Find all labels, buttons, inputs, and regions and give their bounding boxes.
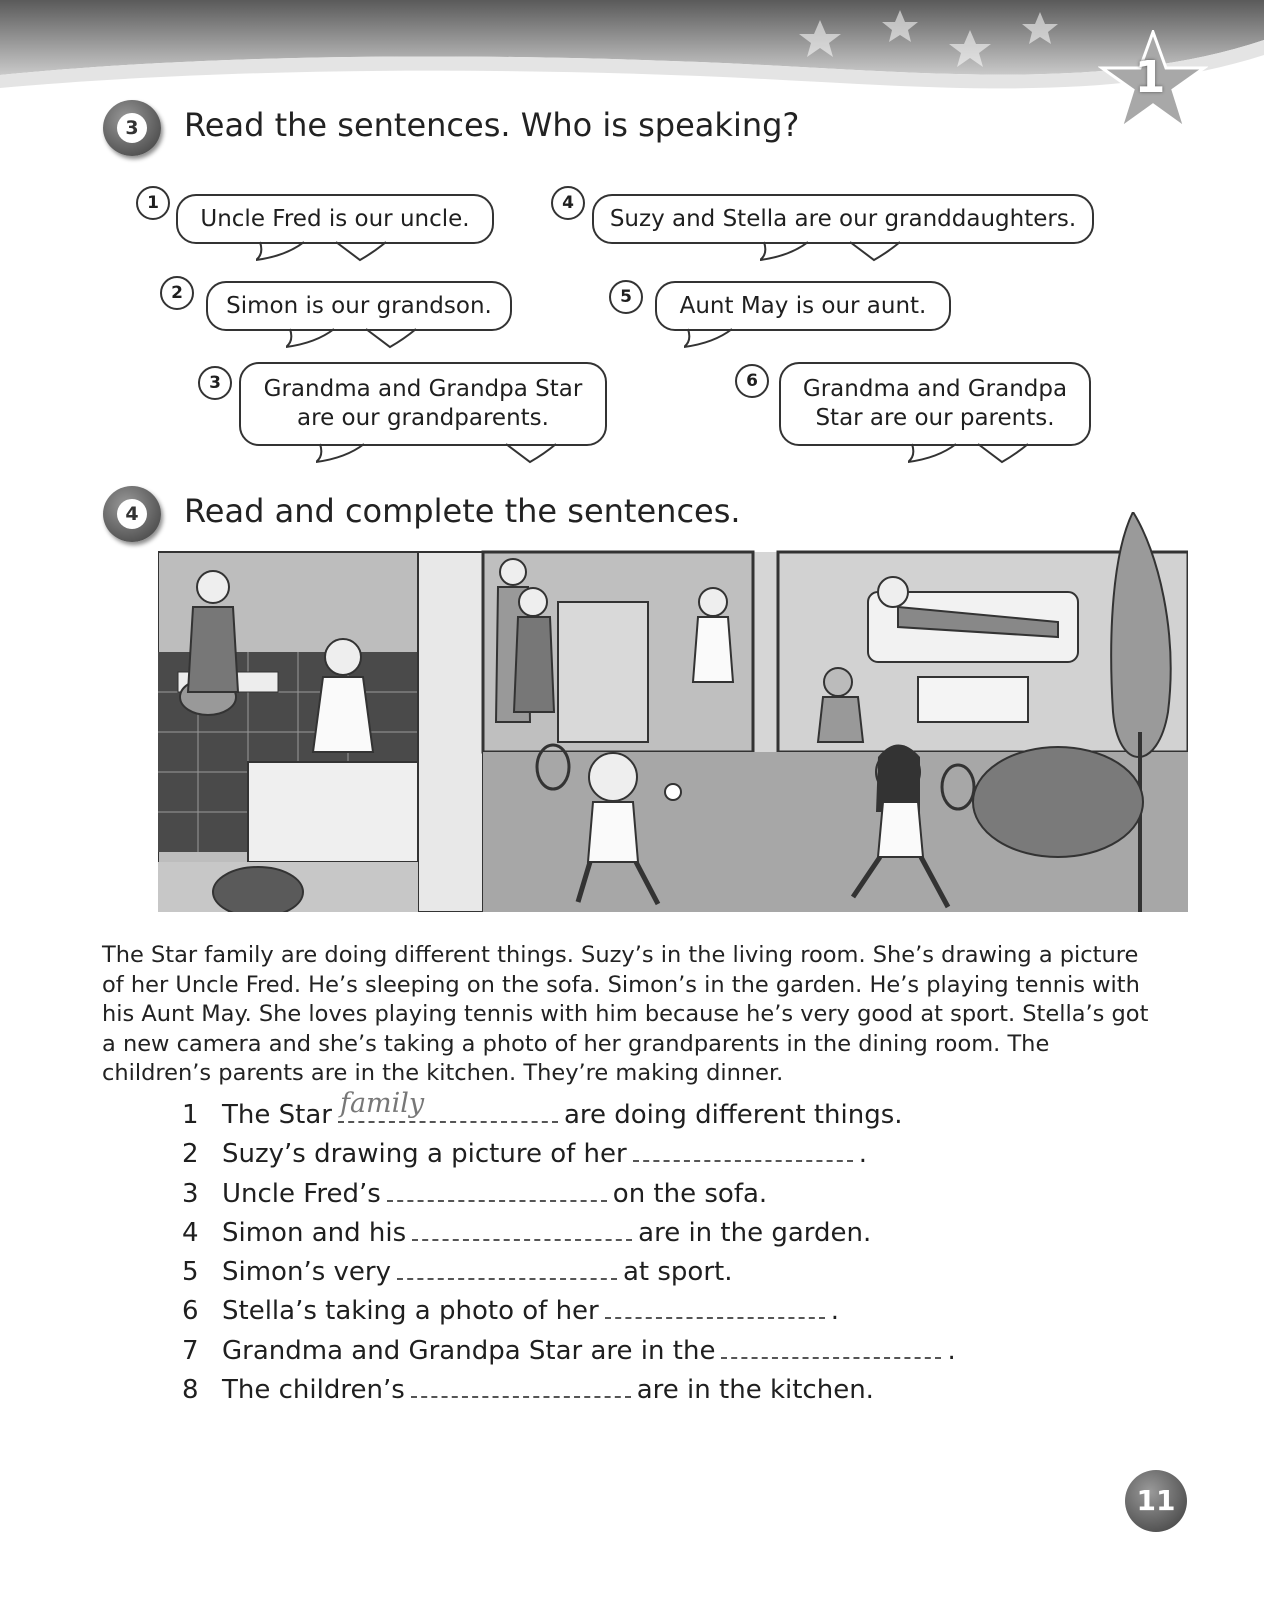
item-text-before: Simon’s very xyxy=(222,1257,391,1288)
speech-bubble-2 xyxy=(206,281,512,331)
bubble-5-number: 5 xyxy=(609,280,643,314)
bubble-6-tail xyxy=(908,442,1038,464)
bubble-6-line-2: Star are our parents. xyxy=(815,405,1055,431)
item-text-after: . xyxy=(830,1296,840,1327)
item-text-after: are doing different things. xyxy=(563,1100,903,1130)
bubble-1-tail xyxy=(256,240,396,262)
bubble-3-line-2: are our grandparents. xyxy=(297,405,549,431)
unit-number: 1 xyxy=(1134,52,1166,103)
bubble-2-text: Simon is our grandson. xyxy=(226,292,492,319)
bubble-2-number: 2 xyxy=(160,276,194,310)
list-item xyxy=(182,1088,1082,1135)
bubble-4-number: 4 xyxy=(551,186,585,220)
bubble-2-tail xyxy=(286,327,426,349)
bubble-6-line-1: Grandma and Grandpa xyxy=(802,376,1068,402)
bubble-4-tail xyxy=(760,240,910,262)
item-text-before: Uncle Fred’s xyxy=(222,1178,381,1209)
item-text-after: are in the garden. xyxy=(638,1217,872,1248)
item-text-before: The Star xyxy=(222,1100,332,1130)
list-item xyxy=(182,1292,1082,1331)
family-scene-illustration xyxy=(158,512,1188,912)
speech-bubble-1 xyxy=(176,194,494,244)
list-item xyxy=(182,1371,1082,1410)
answer-text: family xyxy=(339,1088,425,1119)
item-text-before: Stella’s taking a photo of her xyxy=(222,1296,599,1327)
exercise-3-number: 3 xyxy=(117,113,147,143)
reading-passage: The Star family are doing different things. Suzy’s in the living room. She’s drawing a picture of her Uncle Fred. He’s sleeping on the sofa. Simon’s in the garden. He’s playing tennis with his Aunt May. She loves playing tennis with him because he’s very good at sport. Stella’s got a new camera and she’s taking a photo of her grandparents in the dining room. The children’s parents are in the kitchen. They’re making dinner. xyxy=(102,942,1149,1086)
item-text-before: The children’s xyxy=(222,1375,405,1406)
list-item xyxy=(182,1214,1082,1253)
item-number: 1 xyxy=(182,1100,199,1130)
item-number: 8 xyxy=(182,1375,199,1406)
item-text-after: at sport. xyxy=(622,1257,733,1288)
bubble-3-line-1: Grandma and Grandpa Star xyxy=(263,376,583,402)
list-item xyxy=(182,1332,1082,1371)
exercise-4-heading: Read and complete the sentences. xyxy=(184,492,741,530)
answer-blank[interactable] xyxy=(411,1374,631,1398)
item-number: 3 xyxy=(182,1178,199,1209)
item-text-before: Simon and his xyxy=(222,1217,407,1248)
item-text-after: . xyxy=(858,1139,867,1170)
answer-blank[interactable] xyxy=(397,1256,617,1280)
completion-list xyxy=(182,1088,1082,1410)
bubble-1-number: 1 xyxy=(136,186,170,220)
item-text-after: on the sofa. xyxy=(612,1178,768,1209)
answer-blank[interactable] xyxy=(633,1138,853,1162)
list-item xyxy=(182,1175,1082,1214)
list-item xyxy=(182,1253,1082,1292)
item-number: 7 xyxy=(182,1335,199,1366)
bubble-5-tail xyxy=(684,327,834,349)
item-text-before: Suzy’s drawing a picture of her xyxy=(222,1139,627,1170)
bubble-6-number: 6 xyxy=(735,364,769,398)
bubble-5-text: Aunt May is our aunt. xyxy=(679,292,927,319)
speech-bubble-3 xyxy=(239,362,607,446)
speech-bubble-4 xyxy=(592,194,1094,244)
bubble-3-number: 3 xyxy=(198,366,232,400)
speech-bubble-5 xyxy=(655,281,951,331)
answer-blank[interactable] xyxy=(605,1295,825,1319)
speech-bubble-6 xyxy=(779,362,1091,446)
list-item xyxy=(182,1135,1082,1174)
item-text-before: Grandma and Grandpa Star are in the xyxy=(222,1335,716,1366)
answer-blank[interactable] xyxy=(338,1088,558,1123)
item-number: 6 xyxy=(182,1296,199,1327)
bubble-1-text: Uncle Fred is our uncle. xyxy=(200,205,470,232)
item-number: 5 xyxy=(182,1257,199,1288)
bubble-3-tail xyxy=(316,442,566,464)
item-text-after: . xyxy=(947,1335,956,1366)
item-text-after: are in the kitchen. xyxy=(636,1375,874,1406)
answer-blank[interactable] xyxy=(721,1335,941,1359)
exercise-3-badge xyxy=(103,100,161,156)
item-number: 2 xyxy=(182,1139,199,1170)
exercise-4-number: 4 xyxy=(117,499,147,529)
answer-blank[interactable] xyxy=(412,1217,632,1241)
exercise-3-heading: Read the sentences. Who is speaking? xyxy=(184,106,800,144)
exercise-4-badge xyxy=(103,486,161,542)
page-number: 11 xyxy=(1125,1470,1187,1532)
bubble-4-text: Suzy and Stella are our granddaughters. xyxy=(609,205,1077,232)
item-number: 4 xyxy=(182,1217,199,1248)
answer-blank[interactable] xyxy=(387,1178,607,1202)
